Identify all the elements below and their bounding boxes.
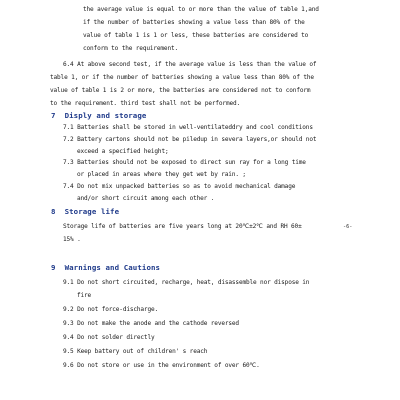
para-6-4-line-3: value of table 1 is 2 or more, the batteries are considered not to conform [50,87,311,94]
item-7-2: 7.2 Battery cartons should not be piledup in severa layers,or should not [63,136,317,143]
item-9-5: 9.5 Keep battery out of children' s reach [63,348,208,355]
intro-line-3: value of table 1 is 1 or less, these batteries are considered to [83,32,309,39]
item-9-4: 9.4 Do not solder directly [63,334,155,341]
section-9-title: Warnings and Cautions [64,263,161,272]
para-6-4-line-2: table 1, or if the number of batteries showing a value less than 80% of the [50,74,314,81]
intro-line-2: if the number of batteries showing a value less than 80% of the [83,19,305,26]
section-7-title: Disply and storage [64,111,147,120]
para-6-4-line-1: 6.4 At above second test, if the average value is less than the value of [63,61,317,68]
item-7-4-cont: and/or short circuit among each other . [77,195,215,202]
item-9-3: 9.3 Do not make the anode and the cathode reversed [63,320,239,327]
item-9-1-cont: fire [77,292,92,299]
item-7-1: 7.1 Batteries shall be stored in well-ventilateddry and cool conditions [63,124,313,131]
para-6-4-line-4: to the requirement. third test shall not be performed. [50,100,241,107]
section-7-number: 7 [51,111,56,120]
intro-line-4: conform to the requirement. [83,45,179,52]
item-9-2: 9.2 Do not force-discharge. [63,306,159,313]
item-7-3-cont: or placed in areas where they get wet by rain. ; [77,171,246,178]
section-8-number: 8 [51,207,56,216]
section-9-number: 9 [51,263,56,272]
section-9-heading [51,263,160,272]
storage-life-line-2: 15% . [63,236,81,243]
item-7-2-cont: exceed a specified height; [77,148,169,155]
item-9-6: 9.6 Do not store or use in the environment of over 60℃. [63,362,260,369]
page-number: -6- [343,224,353,230]
item-7-3: 7.3 Batteries should not be exposed to direct sun ray for a long time [63,159,306,166]
intro-line-1: the average value is equal to or more than the value of table 1,and [83,6,319,13]
section-7-heading [51,111,146,120]
section-8-title: Storage life [64,207,120,216]
section-8-heading [51,207,119,216]
item-9-1: 9.1 Do not short circuited, recharge, heat, disassemble nor dispose in [63,279,310,286]
item-7-4: 7.4 Do not mix unpacked batteries so as to avoid mechanical damage [63,183,296,190]
storage-life-line-1: Storage life of batteries are five years long at 20℃±2℃ and RH 60± [63,223,302,230]
